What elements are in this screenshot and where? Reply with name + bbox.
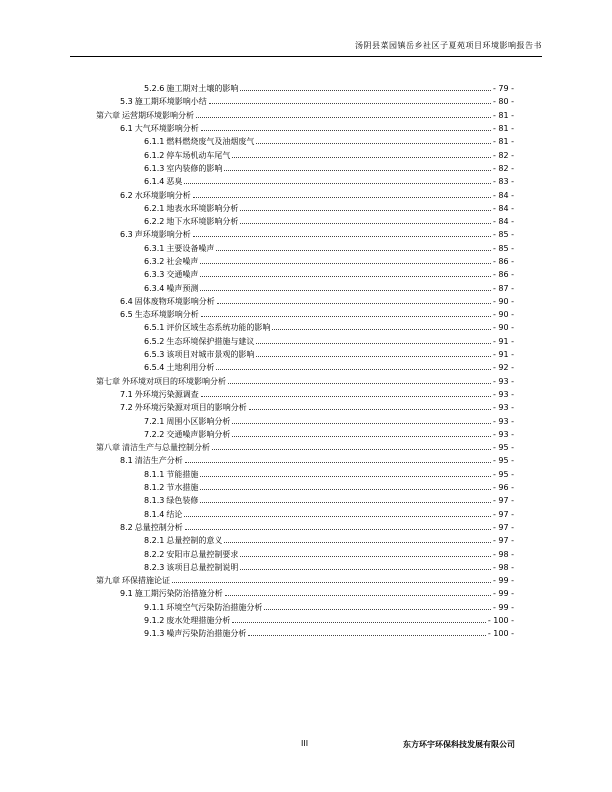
toc-entry-title: 总量控制分析	[134, 522, 183, 532]
toc-entry-title: 周围小区影响分析	[166, 416, 231, 426]
toc-dot-leader	[272, 329, 491, 330]
toc-entry-number: 6.1.3	[144, 163, 165, 173]
toc-entry-title: 土地利用分析	[166, 363, 215, 373]
toc-dot-leader	[240, 90, 491, 91]
toc-entry[interactable]	[96, 82, 514, 95]
toc-entry-label	[144, 337, 254, 346]
toc-dot-leader	[240, 210, 491, 211]
page-header: 汤阴县菜园镇岳乡社区子夏苑项目环境影响报告书	[355, 41, 542, 50]
toc-entry-page: - 91 -	[492, 336, 514, 346]
toc-entry-page: - 97 -	[492, 522, 514, 532]
toc-entry-title: 恶臭	[166, 177, 183, 187]
toc-entry-page: - 82 -	[492, 163, 514, 173]
toc-dot-leader	[201, 396, 491, 397]
toc-dot-leader	[200, 263, 491, 264]
toc-entry-title: 固体废物环境影响分析	[134, 296, 215, 306]
toc-entry[interactable]	[96, 375, 514, 388]
toc-entry-label	[144, 137, 254, 146]
toc-entry-title: 地下水环境影响分析	[166, 217, 239, 227]
toc-entry-title: 大气环境影响分析	[134, 124, 199, 134]
toc-entry[interactable]	[96, 587, 514, 600]
toc-entry-title: 交通噪声影响分析	[166, 429, 231, 439]
toc-dot-leader	[232, 157, 491, 158]
toc-entry-number: 8.1.4	[144, 509, 165, 519]
toc-entry-page: - 83 -	[492, 177, 514, 187]
table-of-contents	[96, 82, 514, 640]
toc-dot-leader	[264, 609, 491, 610]
toc-entry-number: 6.5.2	[144, 336, 165, 346]
toc-entry[interactable]	[96, 401, 514, 414]
toc-entry-number: 6.3.1	[144, 243, 165, 253]
toc-entry-page: - 85 -	[492, 230, 514, 240]
toc-entry-page: - 80 -	[492, 97, 514, 107]
toc-entry-page: - 79 -	[492, 84, 514, 94]
toc-entry-title: 清洁生产与总量控制分析	[122, 443, 210, 453]
toc-entry-title: 施工期对土壤的影响	[166, 84, 239, 94]
toc-entry-label	[144, 270, 198, 279]
toc-dot-leader	[232, 436, 491, 437]
toc-entry-number: 6.4	[120, 296, 133, 306]
toc-entry-number: 8.2.3	[144, 562, 165, 572]
toc-entry-label	[144, 470, 198, 479]
toc-dot-leader	[256, 356, 491, 357]
toc-entry[interactable]	[96, 468, 514, 481]
toc-entry-number: 6.5	[120, 310, 133, 320]
toc-entry-title: 声环境影响分析	[134, 230, 191, 240]
toc-dot-leader	[193, 197, 491, 198]
toc-entry-page: - 93 -	[492, 416, 514, 426]
toc-entry[interactable]	[96, 494, 514, 507]
toc-entry-number: 7.1	[120, 389, 133, 399]
toc-entry-label	[144, 177, 182, 186]
toc-dot-leader	[248, 635, 486, 636]
toc-entry-number: 第七章	[96, 376, 120, 386]
toc-entry-label	[144, 616, 230, 625]
toc-entry-label	[144, 550, 238, 559]
toc-entry-label	[144, 323, 270, 332]
toc-entry-page: - 81 -	[492, 124, 514, 134]
toc-entry-title: 绿色装修	[166, 496, 199, 506]
toc-entry-number: 6.2.1	[144, 203, 165, 213]
toc-entry[interactable]	[96, 308, 514, 321]
toc-entry-title: 环保措施论证	[122, 576, 170, 586]
toc-dot-leader	[224, 170, 491, 171]
toc-entry-label	[120, 297, 215, 306]
toc-entry-title: 该项目对城市景观的影响	[166, 350, 255, 360]
toc-entry-title: 评价区域生态系统功能的影响	[166, 323, 271, 333]
toc-entry[interactable]	[96, 228, 514, 241]
toc-entry-title: 生态环境影响分析	[134, 310, 199, 320]
toc-entry-number: 5.2.6	[144, 84, 165, 94]
toc-entry[interactable]	[96, 481, 514, 494]
toc-entry-title: 噪声预测	[166, 283, 199, 293]
page-number: III	[301, 739, 309, 748]
toc-dot-leader	[185, 529, 491, 530]
toc-dot-leader	[232, 622, 486, 623]
toc-entry-number: 第九章	[96, 576, 120, 586]
toc-entry[interactable]	[96, 268, 514, 281]
toc-dot-leader	[172, 582, 491, 583]
toc-entry-label	[144, 84, 238, 93]
toc-entry-number: 9.1.3	[144, 629, 165, 639]
toc-entry-page: - 96 -	[492, 483, 514, 493]
toc-entry-label	[96, 576, 170, 585]
toc-entry[interactable]	[96, 361, 514, 374]
toc-entry[interactable]	[96, 148, 514, 161]
toc-entry[interactable]	[96, 255, 514, 268]
toc-entry[interactable]	[96, 627, 514, 640]
toc-entry-title: 噪声污染防治措施分析	[166, 629, 247, 639]
toc-dot-leader	[256, 343, 491, 344]
header-divider	[70, 56, 542, 57]
toc-entry-number: 6.3	[120, 230, 133, 240]
toc-entry[interactable]	[96, 321, 514, 334]
toc-entry-page: - 93 -	[492, 389, 514, 399]
toc-entry-page: - 99 -	[492, 589, 514, 599]
toc-dot-leader	[232, 423, 491, 424]
toc-entry-label	[120, 310, 199, 319]
toc-entry[interactable]	[96, 135, 514, 148]
toc-entry-page: - 87 -	[492, 283, 514, 293]
toc-entry-label	[120, 124, 199, 133]
toc-dot-leader	[200, 290, 491, 291]
toc-entry-number: 6.1	[120, 124, 133, 134]
toc-dot-leader	[200, 476, 491, 477]
toc-entry[interactable]	[96, 122, 514, 135]
toc-entry-title: 废水处理措施分析	[166, 616, 231, 626]
toc-entry[interactable]	[96, 547, 514, 560]
toc-entry-label	[144, 483, 198, 492]
toc-entry-number: 9.1	[120, 589, 133, 599]
toc-entry-label	[144, 510, 182, 519]
toc-entry-title: 安阳市总量控制要求	[166, 549, 239, 559]
toc-entry[interactable]	[96, 295, 514, 308]
toc-dot-leader	[201, 316, 491, 317]
toc-entry-page: - 100 -	[487, 616, 514, 626]
toc-entry-number: 6.3.3	[144, 270, 165, 280]
toc-entry-label	[144, 603, 262, 612]
toc-entry-label	[120, 230, 191, 239]
toc-entry-number: 5.3	[120, 97, 133, 107]
toc-entry[interactable]	[96, 348, 514, 361]
toc-entry-title: 社会噪声	[166, 257, 199, 266]
toc-entry-title: 总量控制的意义	[166, 536, 223, 546]
toc-entry[interactable]	[96, 601, 514, 614]
toc-entry-title: 室内装修的影响	[166, 163, 223, 173]
toc-entry-label	[144, 496, 198, 505]
toc-entry[interactable]	[96, 281, 514, 294]
toc-entry-title: 外环境污染源调查	[134, 389, 199, 399]
toc-entry-page: - 98 -	[492, 562, 514, 572]
toc-entry-label	[144, 284, 198, 293]
toc-entry[interactable]	[96, 388, 514, 401]
toc-entry-number: 第六章	[96, 110, 120, 120]
toc-dot-leader	[217, 303, 491, 304]
toc-entry-title: 水环境影响分析	[134, 190, 191, 200]
toc-dot-leader	[256, 143, 491, 144]
toc-entry[interactable]	[96, 574, 514, 587]
company-name: 东方环宇环保科技发展有限公司	[403, 740, 515, 749]
toc-entry-label	[144, 536, 222, 545]
toc-entry-page: - 97 -	[492, 536, 514, 546]
toc-entry-number: 6.3.4	[144, 283, 165, 293]
toc-dot-leader	[216, 369, 491, 370]
toc-entry-label	[144, 563, 238, 572]
toc-entry-number: 7.2.2	[144, 429, 165, 439]
toc-dot-leader	[212, 449, 491, 450]
toc-entry-number: 8.1	[120, 456, 133, 466]
toc-entry-title: 施工期环境影响小结	[134, 97, 207, 107]
toc-entry-page: - 86 -	[492, 257, 514, 266]
toc-entry-page: - 85 -	[492, 243, 514, 253]
toc-entry-page: - 92 -	[492, 363, 514, 373]
toc-entry-title: 外环境对项目的环境影响分析	[122, 376, 226, 386]
toc-entry-number: 8.1.3	[144, 496, 165, 506]
toc-entry-label	[144, 164, 222, 173]
toc-entry[interactable]	[96, 454, 514, 467]
toc-entry[interactable]	[96, 188, 514, 201]
toc-entry[interactable]	[96, 109, 514, 122]
toc-dot-leader	[240, 569, 491, 570]
toc-entry-page: - 100 -	[487, 629, 514, 639]
toc-dot-leader	[196, 117, 491, 118]
toc-entry-title: 交通噪声	[166, 270, 199, 280]
toc-entry-number: 7.2	[120, 403, 133, 413]
toc-entry-label	[144, 257, 198, 266]
toc-entry-label	[144, 363, 214, 372]
toc-entry[interactable]	[96, 242, 514, 255]
toc-dot-leader	[200, 276, 491, 277]
toc-entry-page: - 82 -	[492, 150, 514, 160]
toc-entry-label	[96, 111, 194, 120]
toc-entry-title: 节水措施	[166, 483, 199, 493]
toc-entry-page: - 84 -	[492, 203, 514, 213]
toc-dot-leader	[200, 489, 491, 490]
toc-entry[interactable]	[96, 162, 514, 175]
toc-entry-label	[120, 390, 199, 399]
toc-entry-title: 地表水环境影响分析	[166, 203, 239, 213]
toc-entry-number: 6.5.4	[144, 363, 165, 373]
toc-entry-number: 6.2.2	[144, 217, 165, 227]
toc-dot-leader	[225, 595, 491, 596]
toc-entry-label	[120, 403, 247, 412]
toc-entry-label	[120, 191, 191, 200]
toc-entry-page: - 86 -	[492, 270, 514, 280]
toc-entry-label	[144, 629, 246, 638]
toc-entry-number: 6.1.2	[144, 150, 165, 160]
toc-entry[interactable]	[96, 215, 514, 228]
toc-entry-page: - 84 -	[492, 217, 514, 227]
toc-entry[interactable]	[96, 335, 514, 348]
toc-entry-label	[120, 97, 207, 106]
toc-entry-number: 6.5.3	[144, 350, 165, 360]
toc-entry[interactable]	[96, 414, 514, 427]
toc-entry-title: 外环境污染源对项目的影响分析	[134, 403, 247, 413]
toc-entry-page: - 90 -	[492, 296, 514, 306]
toc-dot-leader	[184, 516, 491, 517]
toc-dot-leader	[185, 462, 491, 463]
toc-entry-label	[120, 523, 183, 532]
toc-entry-title: 环境空气污染防治措施分析	[166, 602, 263, 612]
toc-entry-page: - 84 -	[492, 190, 514, 200]
toc-entry-label	[144, 217, 238, 226]
toc-entry-page: - 81 -	[492, 137, 514, 147]
toc-entry-page: - 81 -	[492, 110, 514, 120]
toc-entry[interactable]	[96, 428, 514, 441]
toc-entry-page: - 99 -	[492, 576, 514, 586]
toc-entry-title: 清洁生产分析	[134, 456, 183, 466]
toc-entry[interactable]	[96, 534, 514, 547]
toc-dot-leader	[240, 556, 491, 557]
toc-entry-page: - 93 -	[492, 376, 514, 386]
toc-entry-label	[144, 244, 214, 253]
toc-dot-leader	[193, 236, 491, 237]
toc-entry-number: 8.2	[120, 522, 133, 532]
toc-entry-page: - 93 -	[492, 403, 514, 413]
toc-dot-leader	[216, 250, 491, 251]
toc-dot-leader	[209, 103, 491, 104]
toc-entry[interactable]	[96, 175, 514, 188]
toc-entry-label	[144, 204, 238, 213]
toc-entry[interactable]	[96, 95, 514, 108]
toc-dot-leader	[240, 223, 491, 224]
toc-entry[interactable]	[96, 561, 514, 574]
toc-entry-title: 该项目总量控制说明	[166, 562, 239, 572]
toc-entry-title: 生态环境保护措施与建议	[166, 336, 255, 346]
toc-dot-leader	[228, 383, 491, 384]
toc-dot-leader	[249, 409, 491, 410]
toc-entry-label	[144, 417, 230, 426]
toc-entry-page: - 95 -	[492, 469, 514, 479]
toc-entry[interactable]	[96, 202, 514, 215]
toc-entry-number: 8.1.1	[144, 469, 165, 479]
toc-entry-number: 6.1.1	[144, 137, 165, 147]
toc-entry-number: 6.2	[120, 190, 133, 200]
toc-entry-page: - 95 -	[492, 443, 514, 453]
toc-entry-number: 9.1.2	[144, 616, 165, 626]
toc-entry-page: - 97 -	[492, 496, 514, 506]
toc-entry-label	[120, 589, 223, 598]
toc-entry-number: 7.2.1	[144, 416, 165, 426]
toc-entry-number: 8.2.1	[144, 536, 165, 546]
toc-entry-label	[96, 443, 210, 452]
toc-dot-leader	[201, 130, 491, 131]
toc-entry-label	[144, 350, 254, 359]
toc-entry-label	[96, 377, 226, 386]
toc-entry-number: 第八章	[96, 443, 120, 453]
toc-entry[interactable]	[96, 441, 514, 454]
toc-entry-page: - 90 -	[492, 310, 514, 320]
toc-entry-page: - 97 -	[492, 509, 514, 519]
toc-entry-page: - 90 -	[492, 323, 514, 333]
toc-entry-title: 结论	[166, 509, 183, 519]
toc-dot-leader	[184, 183, 491, 184]
toc-dot-leader	[200, 502, 491, 503]
toc-dot-leader	[224, 542, 491, 543]
toc-entry-page: - 99 -	[492, 602, 514, 612]
toc-entry-number: 9.1.1	[144, 602, 165, 612]
toc-entry-page: - 91 -	[492, 350, 514, 360]
toc-entry-title: 运营期环境影响分析	[122, 110, 194, 120]
toc-entry-label	[144, 430, 230, 439]
toc-entry-label	[120, 456, 183, 465]
toc-entry-page: - 93 -	[492, 429, 514, 439]
toc-entry-title: 停车场机动车尾气	[166, 150, 231, 160]
toc-entry-title: 燃料燃烧废气及油烟废气	[166, 137, 255, 147]
toc-entry-page: - 95 -	[492, 456, 514, 466]
toc-entry-title: 节能措施	[166, 469, 199, 479]
toc-entry[interactable]	[96, 521, 514, 534]
toc-entry-number: 8.2.2	[144, 549, 165, 559]
toc-entry-title: 施工期污染防治措施分析	[134, 589, 223, 599]
toc-entry-page: - 98 -	[492, 549, 514, 559]
toc-entry-label	[144, 151, 230, 160]
toc-entry-number: 6.5.1	[144, 323, 165, 333]
toc-entry[interactable]	[96, 614, 514, 627]
toc-entry-number: 8.1.2	[144, 483, 165, 493]
toc-entry-title: 主要设备噪声	[166, 243, 215, 253]
toc-entry[interactable]	[96, 508, 514, 521]
toc-entry-number: 6.1.4	[144, 177, 165, 187]
toc-entry-number: 6.3.2	[144, 257, 165, 266]
